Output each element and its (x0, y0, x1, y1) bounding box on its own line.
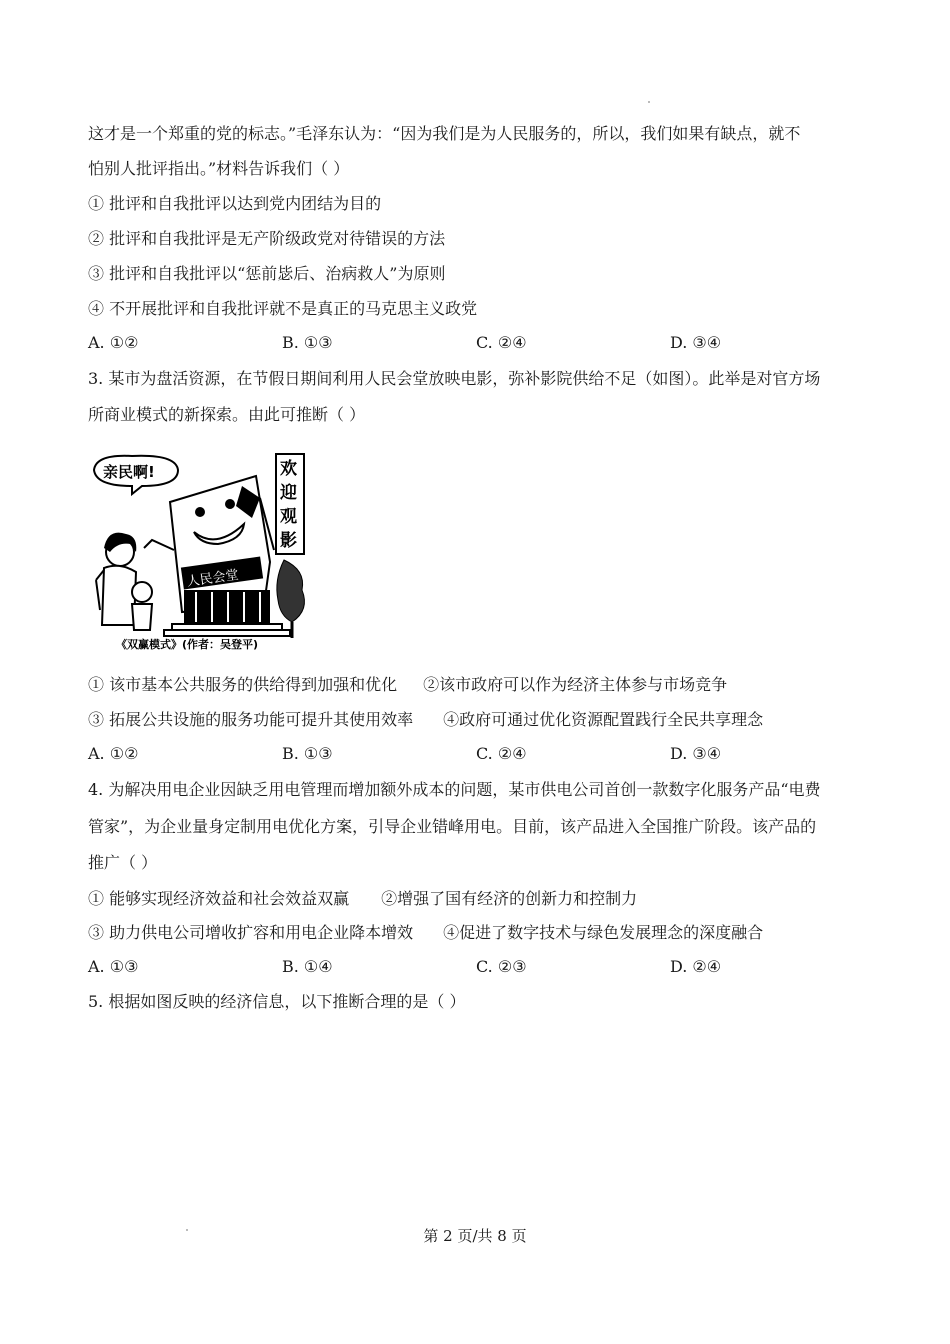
page-footer: 第 2 页/共 8 页 (423, 1227, 527, 1245)
q2-stem-line1: 这才是一个郑重的党的标志。”毛泽东认为：“因为我们是为人民服务的，所以，我们如果有缺点，就不 (88, 124, 801, 143)
cartoon-caption: 《双赢模式》(作者：吴登平) (116, 638, 259, 651)
cartoon-banner-2: 迎 (280, 483, 297, 503)
scan-dot (648, 101, 650, 103)
q4-statement-4: ④促进了数字技术与绿色发展理念的深度融合 (443, 923, 764, 942)
q5-stem-line1: 5. 根据如图反映的经济信息，以下推断合理的是（ ） (88, 992, 466, 1011)
q3-statement-3: ③ 拓展公共设施的服务功能可提升其使用效率 (88, 710, 414, 729)
q2-statement-2: ② 批评和自我批评是无产阶级政党对待错误的方法 (88, 229, 446, 248)
q4-option-c[interactable]: C. ②③ (476, 957, 527, 976)
q3-option-d[interactable]: D. ③④ (670, 744, 722, 763)
cartoon-building-sign: 人民会堂 (185, 567, 240, 590)
q4-stem-line1: 4. 为解决用电企业因缺乏用电管理而增加额外成本的问题，某市供电公司首创一款数字化服务产品“电费 (88, 780, 821, 799)
q4-statement-3: ③ 助力供电公司增收扩容和用电企业降本增效 (88, 923, 414, 942)
q4-stem-line2: 管家”，为企业量身定制用电优化方案，引导企业错峰用电。目前，该产品进入全国推广阶段。该产品的 (88, 817, 817, 836)
q4-statement-1: ① 能够实现经济效益和社会效益双赢 (88, 889, 350, 908)
q4-statement-2: ②增强了国有经济的创新力和控制力 (381, 889, 638, 908)
q2-option-a[interactable]: A. ①② (88, 333, 139, 352)
cartoon-speech-text: 亲民啊! (103, 463, 155, 481)
cartoon-banner-1: 欢 (280, 459, 297, 479)
q3-statements-row1 (88, 675, 727, 695)
q4-stem-line3: 推广（ ） (88, 853, 158, 872)
q3-option-b[interactable]: B. ①③ (282, 744, 333, 763)
q3-statement-1: ① 该市基本公共服务的供给得到加强和优化 (88, 675, 398, 694)
q3-statements-row2 (88, 710, 763, 730)
q3-stem-line1: 3. 某市为盘活资源，在节假日期间利用人民会堂放映电影，弥补影院供给不足（如图）。此举是对官方场 (88, 369, 821, 388)
cartoon-illustration (92, 440, 314, 655)
q2-option-c[interactable]: C. ②④ (476, 333, 527, 352)
q2-option-d[interactable]: D. ③④ (670, 333, 722, 352)
q4-option-d[interactable]: D. ②④ (670, 957, 722, 976)
q3-stem-line2: 所商业模式的新探索。由此可推断（ ） (88, 405, 366, 424)
cartoon-banner-3: 观 (280, 507, 297, 527)
q3-option-c[interactable]: C. ②④ (476, 744, 527, 763)
q2-statement-4: ④ 不开展批评和自我批评就不是真正的马克思主义政党 (88, 299, 478, 318)
q3-statement-2: ②该市政府可以作为经济主体参与市场竞争 (423, 675, 728, 694)
q4-statements-row2 (88, 923, 763, 943)
q3-option-a[interactable]: A. ①② (88, 744, 139, 763)
q2-stem-line2: 怕别人批评指出。”材料告诉我们（ ） (88, 159, 350, 178)
q3-statement-4: ④政府可通过优化资源配置践行全民共享理念 (443, 710, 764, 729)
q2-statement-1: ① 批评和自我批评以达到党内团结为目的 (88, 194, 382, 213)
q2-option-b[interactable]: B. ①③ (282, 333, 333, 352)
q4-option-b[interactable]: B. ①④ (282, 957, 333, 976)
q4-option-a[interactable]: A. ①③ (88, 957, 139, 976)
q2-statement-3: ③ 批评和自我批评以“惩前毖后、治病救人”为原则 (88, 264, 446, 283)
cartoon-banner-4: 影 (280, 531, 297, 551)
q4-statements-row1 (88, 889, 637, 909)
